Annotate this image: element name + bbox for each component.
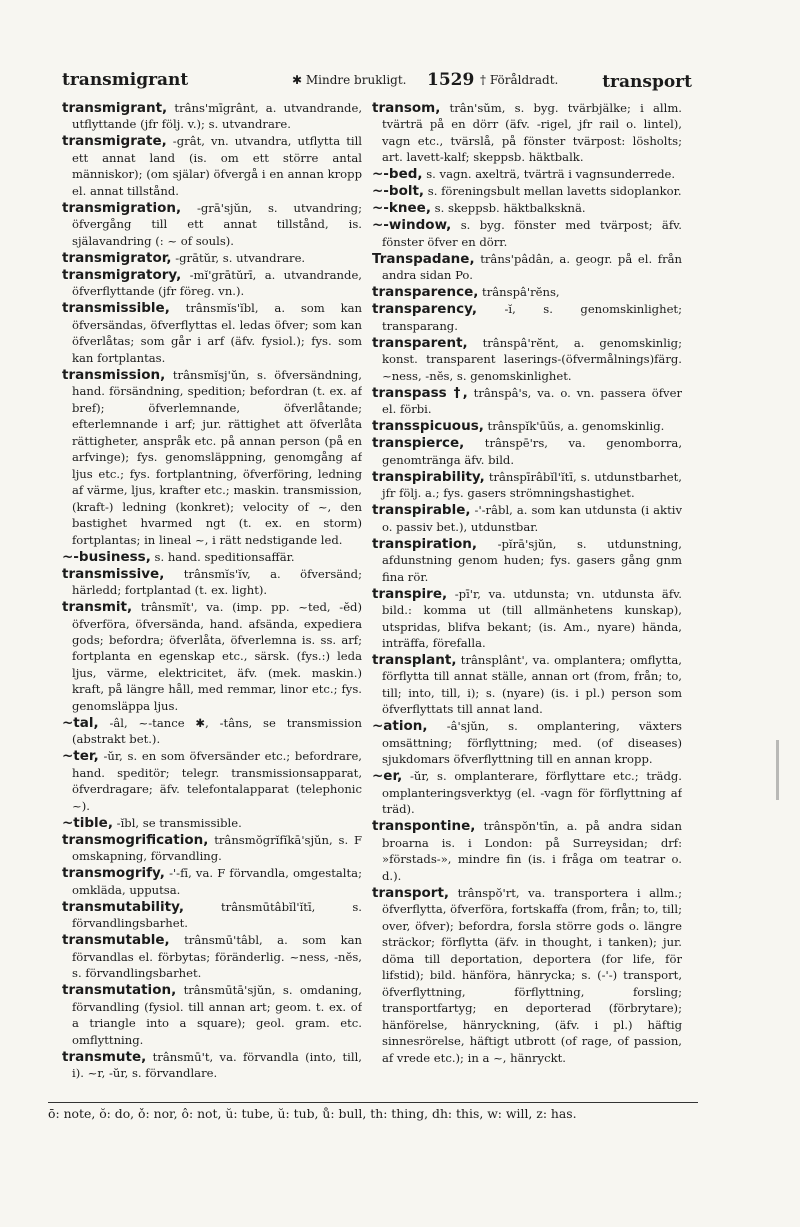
entry-definition: -âl, ~-tance ✱, -tâns, se transmission (abstrakt bet.). [72, 715, 362, 747]
entry-headword: transmogrify, [62, 865, 165, 882]
entry-headword: transmutation, [62, 982, 177, 999]
entry-definition: trânsmūtâbĭl'ĭtī, s. förvandlingsbarhet. [72, 899, 362, 931]
dictionary-entry [62, 300, 362, 366]
dictionary-entry [372, 385, 682, 418]
dictionary-entry [372, 166, 682, 182]
dictionary-entry [372, 652, 682, 718]
dictionary-entry [62, 599, 362, 714]
dictionary-entry [372, 586, 682, 652]
entry-headword: transmigrate, [62, 133, 167, 150]
entry-headword: transmigration, [62, 199, 182, 216]
entry-definition: -'-fī, va. F förvandla, omgestalta; omkläda, upputsa. [72, 866, 362, 897]
dictionary-entry [62, 250, 362, 266]
entry-definition: trânspâ's, va. o. vn. passera öfver el. förbi. [382, 385, 682, 417]
entry-definition: -pī'r, va. utdunsta; vn. utdunsta äfv. bild.: komma ut (till allmänhetens kunskap), utspridas, blifva bekant; (is. Am., nyare) hända, inträffa, förefalla. [382, 586, 682, 650]
dictionary-entry [372, 502, 682, 535]
dictionary-column-left [62, 100, 362, 1095]
dictionary-entry [372, 217, 682, 250]
entry-headword: ~-knee, [372, 200, 431, 217]
entry-headword: ~-window, [372, 217, 452, 234]
dictionary-entry [372, 418, 682, 434]
entry-definition: trânspâ'rĕnt, a. genomskinlig; konst. transparent laserings-(öfvermålnings)färg. ~ness, -nĕs, s. genomskinlighet. [382, 335, 682, 383]
dictionary-entry [62, 715, 362, 748]
entry-headword: transmutable, [62, 932, 170, 949]
running-headword-left: transmigrant [62, 70, 189, 90]
entry-headword: ~tal, [62, 714, 99, 731]
running-headword-right: transport [602, 72, 692, 92]
dictionary-entry [62, 566, 362, 599]
entry-headword: Transpadane, [372, 250, 475, 267]
dictionary-entry [372, 335, 682, 384]
footer-divider [48, 1102, 698, 1103]
entry-definition: trân'sŭm, s. byg. tvärbjälke; i allm. tvärträ på en dörr (äfv. -rigel, jfr rail o. lintel), vagn etc., tvärslå, på fönster tvärpost: lösholts; art. lavett-kalf; skeppsb. häktbalk. [382, 101, 682, 165]
entry-definition: -mĭ'grātŭrī, a. utvandrande, öfverflyttande (jfr föreg. vn.). [72, 267, 362, 299]
entry-headword: transmissive, [62, 565, 165, 582]
page-header [62, 70, 692, 94]
dictionary-entry [372, 100, 682, 166]
dictionary-entry [62, 133, 362, 199]
entry-headword: ~ation, [372, 718, 428, 735]
dictionary-entry [372, 284, 682, 300]
dictionary-entry [372, 435, 682, 468]
entry-definition: trânsmĭsj'ŭn, s. öfversändning, hand. försändning, spedition; befordran (t. ex. af bref); öfverlemnande, öfverlåtande; efterlemnande i arf; jur. rättighet att öfverlåta rättigheter, anspråk etc. på annan person (på en arfvinge); fys. genomsläppning, genomgång af ljus etc.; fys. fortplantning, öfverföring, ledning af värme, ljus, krafter etc.; maskin. transmission, (kraft-) ledning (konkret); velocity of ~, den bastighet hvarmed ngt (t. ex. en storm) fortplantas; in lineal ~, i rätt nedstigande led. [72, 367, 362, 547]
dictionary-entry [372, 536, 682, 585]
entry-definition: trâns'pâdân, a. geogr. på el. från andra sidan Po. [382, 251, 682, 283]
entry-definition: trâns'mīgrânt, a. utvandrande, utflyttande (jfr följ. v.); s. utvandrare. [72, 101, 362, 132]
entry-headword: ~tible, [62, 814, 113, 831]
dictionary-entry [372, 183, 682, 199]
entry-headword: transmissible, [62, 300, 170, 317]
entry-definition: -'-râbl, a. som kan utdunsta (i aktiv o. passiv bet.), utdunstbar. [382, 503, 682, 534]
entry-definition: -ĭ, s. genomskinlighet; transparang. [382, 302, 682, 333]
entry-definition: trânsmūtā'sjŭn, s. omdaning, förvandling (fysiol. till annan art; geom. t. ex. of a triangle into a square); geol. gram. etc. omflyttning. [72, 983, 362, 1047]
entry-headword: transplant, [372, 651, 457, 668]
dictionary-entry [372, 469, 682, 502]
entry-headword: transparence, [372, 284, 479, 301]
entry-headword: transom, [372, 100, 441, 116]
entry-headword: transmute, [62, 1048, 147, 1065]
dictionary-entry [62, 367, 362, 548]
entry-definition: -â'sjŭn, s. omplantering, växters omsättning; förflyttning; med. (of diseases) sjukdomars öfverflyttning till en annan kropp. [382, 719, 682, 767]
entry-definition: -ĭbl, se transmissible. [112, 815, 242, 830]
entry-definition: trânspâ'rĕns, [478, 285, 560, 300]
entry-headword: transpire, [372, 585, 448, 602]
dictionary-entry [62, 748, 362, 814]
dictionary-entry [62, 1049, 362, 1082]
entry-headword: transmigrator, [62, 249, 172, 266]
entry-definition: -ŭr, s. omplanterare, förflyttare etc.; trädg. omplanteringsverktyg (el. -vagn för förflyttning af träd). [382, 769, 682, 817]
dictionary-entry [372, 768, 682, 817]
entry-definition: trânsmū't, va. förvandla (into, till, i). ~r, -ŭr, s. förvandlare. [72, 1049, 362, 1081]
legend-obsolete-marker: † Föråldradt. [480, 73, 559, 87]
entry-headword: ~ter, [62, 748, 99, 765]
entry-headword: ~-business, [62, 548, 151, 565]
dictionary-column-right [372, 100, 682, 1095]
entry-headword: transmission, [62, 366, 166, 383]
dictionary-entry [372, 301, 682, 334]
entry-definition: trânsmĭs'ĭbl, a. som kan öfversändas, öfverflyttas el. ledas öfver; som kan öfverlåtas; som går i arf (äfv. fysiol.); fys. som kan fortplantas. [72, 301, 362, 365]
entry-headword: transpiration, [372, 535, 478, 552]
entry-definition: trânsmĭs'ĭv, a. öfversänd; härledd; fortplantad (t. ex. light). [72, 566, 362, 598]
dictionary-entry [62, 899, 362, 932]
entry-headword: transpontine, [372, 818, 476, 835]
scan-artifact-mark [776, 740, 779, 800]
legend-rare-marker: ✱ Mindre brukligt. [292, 73, 407, 87]
entry-definition: -grātŭr, s. utvandrare. [171, 250, 306, 265]
entry-definition: s. föreningsbult mellan lavetts sidoplankor. [424, 184, 682, 199]
entry-definition: -grât, vn. utvandra, utflytta till ett annat land (is. om ett större antal människor); (om själar) öfvergå i en annan kropp el. annat tillstånd. [72, 134, 362, 198]
dictionary-entry [372, 718, 682, 767]
entry-definition: trânspĭk'ūŭs, a. genomskinlig. [483, 419, 665, 434]
dictionary-entry [372, 885, 682, 1066]
entry-headword: transmit, [62, 599, 133, 616]
dictionary-entry [372, 818, 682, 884]
entry-headword: transparent, [372, 334, 468, 351]
entry-definition: trânsplânt', va. omplantera; omflytta, förflytta till annat ställe, annan ort (from, från; to, till; into, till, i); s. (nyare) (is. i pl.) person som öfverflyttats till annat land. [382, 652, 682, 717]
entry-headword: transport, [372, 884, 450, 901]
dictionary-entry [62, 982, 362, 1048]
dictionary-entry [62, 200, 362, 249]
dictionary-entry [372, 251, 682, 284]
entry-definition: trânspŏn'tīn, a. på andra sidan broarna is. i London: på Surreysidan; drf: »förstads-», mindre fin (is. i fråga om teatrar o. d.). [382, 819, 682, 883]
entry-headword: transpirable, [372, 502, 471, 519]
entry-definition: trânspē'rs, va. genomborra, genomtränga äfv. bild. [382, 436, 682, 467]
entry-headword: transpierce, [372, 435, 465, 452]
entry-definition: s. vagn. axelträ, tvärträ i vagnsunderrede. [422, 167, 676, 182]
entry-headword: transspicuous, [372, 418, 484, 435]
pronunciation-key-footer: ō: note, ŏ: do, ǒ: nor, ô: not, ŭ: tube, ŭ: tub, ů: bull, th: thing, dh: this, w: will, z: has. [48, 1106, 577, 1121]
entry-headword: transpass †, [372, 384, 468, 401]
dictionary-entry [62, 100, 362, 133]
dictionary-entry [372, 200, 682, 216]
entry-definition: trânsmū'tâbl, a. som kan förvandlas el. förbytas; föränderlig. ~ness, -nĕs, s. förvandlingsbarhet. [72, 933, 362, 981]
entry-headword: transmigratory, [62, 266, 182, 283]
dictionary-entry [62, 932, 362, 981]
entry-headword: transpirability, [372, 468, 485, 485]
entry-definition: trânsmĭt', va. (imp. pp. ~ted, -ĕd) öfverföra, öfversända, hand. afsända, expediera gods; befordra; öfverlåta, öfverlemna is. ss. arf; fortplanta en egenskap etc., särsk. (fys.:) leda ljus, värme, elektricitet, äfv. (mek. maskin.) kraft, på längre håll, med remmar, linor etc.; fys. genomsläppa ljus. [72, 600, 362, 713]
dictionary-entry [62, 865, 362, 898]
dictionary-entry [62, 832, 362, 865]
entry-headword: ~-bed, [372, 166, 423, 183]
entry-definition: s. hand. speditionsaffär. [150, 549, 295, 564]
entry-definition: trânsmŏgrĭfĭkā'sjŭn, s. F omskapning, förvandling. [72, 832, 362, 864]
entry-headword: transmigrant, [62, 100, 168, 116]
entry-definition: -pĭrā'sjŭn, s. utdunstning, afdunstning genom huden; fys. gasers gång gnm fina rör. [382, 536, 682, 584]
entry-definition: -ŭr, s. en som öfversänder etc.; befordrare, hand. speditör; telegr. transmissionsapparat, öfverdragare; äfv. telefontalapparat (telephonic ~). [72, 749, 362, 813]
dictionary-entry [62, 267, 362, 300]
entry-definition: s. skeppsb. häktbalksknä. [430, 201, 586, 216]
entry-headword: ~-bolt, [372, 183, 425, 200]
entry-definition: s. byg. fönster med tvärpost; äfv. fönster öfver en dörr. [382, 218, 682, 249]
dictionary-entry [62, 549, 362, 565]
entry-definition: trânspīrâbĭl'ĭtī, s. utdunstbarhet, jfr följ. a.; fys. gasers strömningshastighet. [382, 469, 682, 501]
entry-headword: ~er, [372, 768, 403, 785]
entry-headword: transmutability, [62, 898, 184, 915]
entry-definition: -grā'sjŭn, s. utvandring; öfvergång till ett annat tillstånd, is. själavandring (: ~ of souls). [72, 200, 362, 248]
dictionary-entry [62, 815, 362, 831]
entry-headword: transmogrification, [62, 831, 209, 848]
entry-definition: trânspŏ'rt, va. transportera i allm.; öfverflytta, öfverföra, fortskaffa (from, från; to, till; over, öfver); befordra, forsla större gods o. längre sträckor; förflytta (äfv. in thought, i tanken); jur. döma till deportation, deportera (for life, för lifstid); bild. hänföra, hänrycka; s. (-'-) transport, öfverflyttning, förflyttning, forsling; transportfartyg; en deporterad (förbrytare); hänförelse, hänryckning, (äfv. i pl.) häftig sinnesrörelse, häftigt utbrott (of rage, of passion, af vrede etc.); in a ~, hänryckt. [382, 885, 682, 1065]
entry-headword: transparency, [372, 301, 477, 318]
page-number: 1529 [427, 70, 475, 90]
